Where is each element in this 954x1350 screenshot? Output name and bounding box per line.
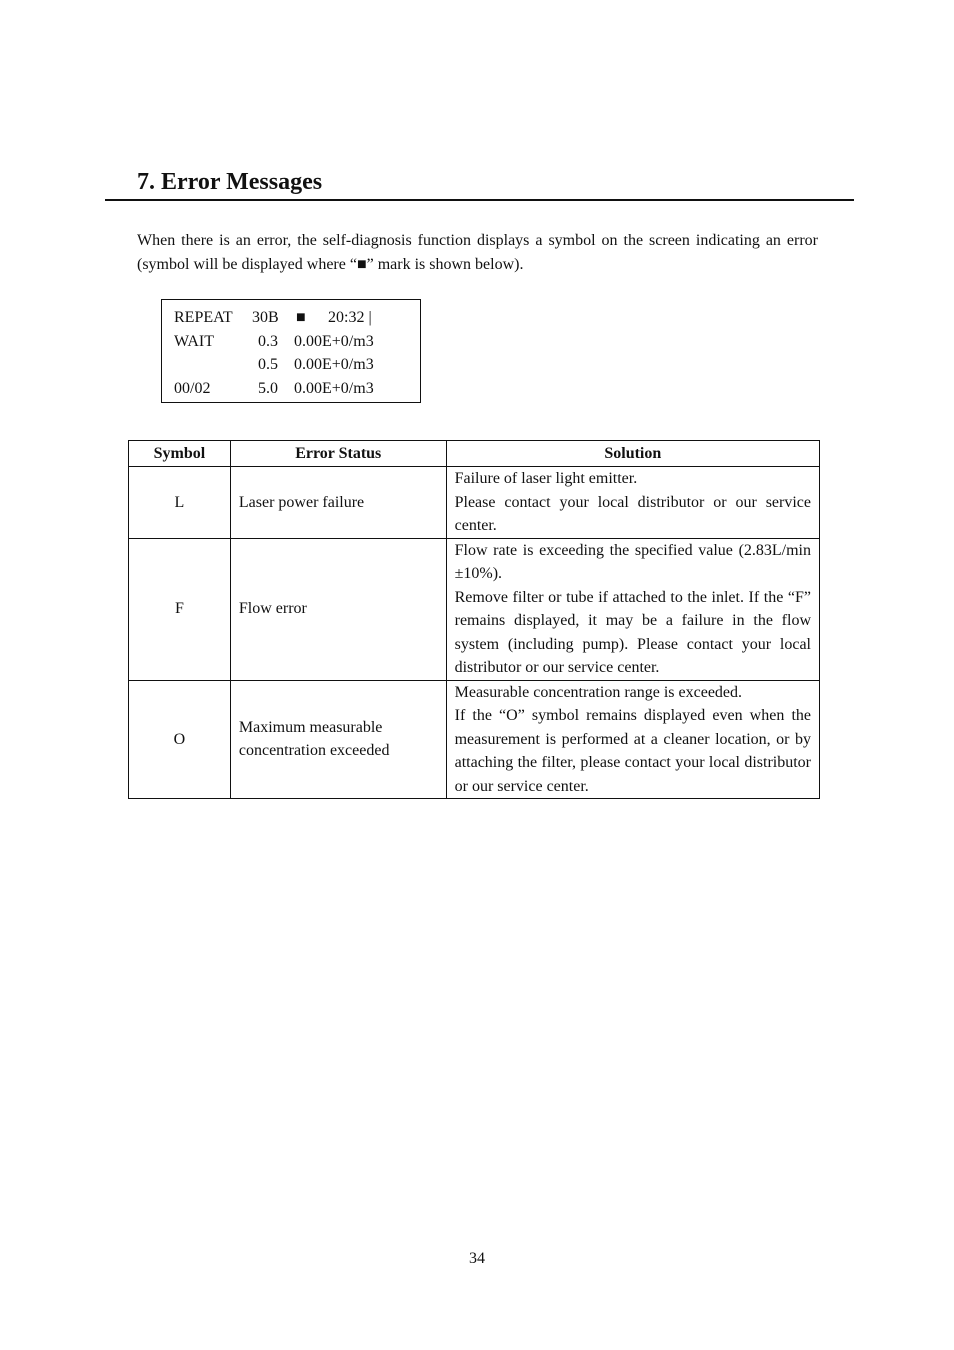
error-solution <box>446 467 819 539</box>
display-time: 20:32 | <box>328 309 372 326</box>
heading-rule <box>105 199 854 201</box>
header-error-status: Error Status <box>230 441 446 467</box>
table-row <box>129 680 820 799</box>
page-number: 34 <box>469 1250 485 1267</box>
display-status: WAIT <box>174 333 214 350</box>
solution-line: Please contact your local distributor or our service center. <box>454 493 811 534</box>
error-symbol: L <box>129 467 231 539</box>
section-heading: 7. Error Messages <box>137 169 323 195</box>
error-solution <box>446 680 819 799</box>
error-status: Laser power failure <box>230 467 446 539</box>
display-concentration: 0.00E+0/m3 <box>294 356 374 373</box>
header-symbol: Symbol <box>129 441 231 467</box>
error-symbol: F <box>129 538 231 680</box>
display-concentration: 0.00E+0/m3 <box>294 380 374 397</box>
error-solution <box>446 538 819 680</box>
solution-line: If the “O” symbol remains displayed even when the measurement is performed at a cleaner location, or by attaching the filter, please contact your local distributor or our service center. <box>454 707 811 795</box>
display-concentration: 0.00E+0/m3 <box>294 333 374 350</box>
display-sample-count: 30B <box>252 309 279 326</box>
screen-display-example <box>161 299 421 403</box>
table-row <box>129 538 820 680</box>
display-size: 5.0 <box>258 380 278 397</box>
solution-line: Measurable concentration range is exceeded. <box>454 683 743 701</box>
error-status: Flow error <box>230 538 446 680</box>
error-status <box>230 680 446 799</box>
display-mode: REPEAT <box>174 309 233 326</box>
table-header-row <box>129 441 820 467</box>
display-size: 0.3 <box>258 333 278 350</box>
status-line: concentration exceeded <box>238 742 390 760</box>
error-symbol: O <box>129 680 231 799</box>
error-messages-table <box>128 440 820 799</box>
error-symbol-placeholder: ■ <box>296 309 306 326</box>
status-line: Maximum measurable <box>238 718 383 736</box>
intro-paragraph: When there is an error, the self-diagnosis function displays a symbol on the screen indicating an error (symbol will be displayed where “■” mark is shown below). <box>137 232 818 273</box>
header-solution: Solution <box>446 441 819 467</box>
display-counter: 00/02 <box>174 380 211 397</box>
solution-line: Flow rate is exceeding the specified value (2.83L/min ±10%). <box>454 541 811 582</box>
solution-line: Remove filter or tube if attached to the inlet. If the “F” remains displayed, it may be a failure in the flow system (including pump). Please contact your local distributor or our service center. <box>454 588 811 676</box>
display-size: 0.5 <box>258 356 278 373</box>
table-row <box>129 467 820 539</box>
solution-line: Failure of laser light emitter. <box>454 470 638 487</box>
